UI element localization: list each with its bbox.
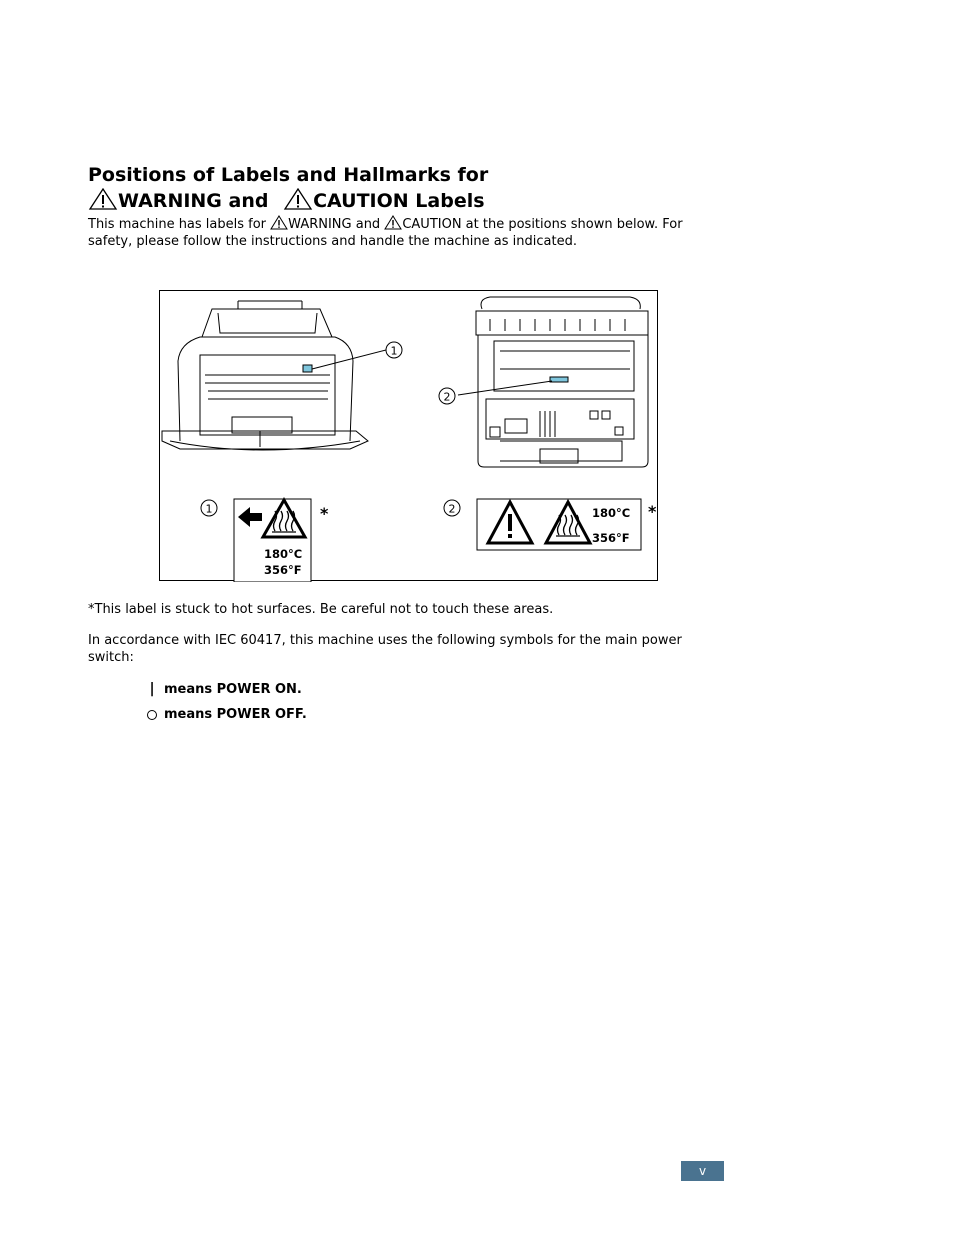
label-2-marker: 2 bbox=[448, 502, 456, 516]
power-off-row bbox=[142, 706, 307, 723]
label-2-asterisk: * bbox=[648, 502, 657, 521]
intro-text-2: WARNING and bbox=[288, 217, 385, 232]
power-off-text: means POWER OFF. bbox=[164, 707, 307, 722]
title-line-2 bbox=[88, 188, 488, 214]
label-1-asterisk: * bbox=[320, 504, 329, 523]
intro-paragraph bbox=[88, 215, 728, 250]
warning-triangle-icon bbox=[88, 188, 118, 210]
label-1-temp-f: 356°F bbox=[264, 563, 302, 577]
iec-paragraph: In accordance with IEC 60417, this machine uses the following symbols for the main power switch: bbox=[88, 633, 682, 665]
power-off-icon bbox=[142, 709, 162, 721]
label-positions-figure bbox=[159, 290, 658, 581]
warning-inline-icon bbox=[270, 215, 288, 230]
callout-1-number: 1 bbox=[390, 344, 398, 358]
caution-heading: CAUTION Labels bbox=[313, 190, 485, 212]
caution-inline-icon bbox=[384, 215, 402, 230]
intro-text-3: CAUTION at the positions shown below. For safety, please follow the instructions and handle the machine as indicated. bbox=[88, 217, 683, 249]
printer-front-view bbox=[162, 301, 368, 450]
page-title bbox=[88, 163, 488, 214]
caution-triangle-icon bbox=[283, 188, 313, 210]
label-1-temp-c: 180°C bbox=[264, 547, 303, 561]
figure-drawing bbox=[160, 291, 659, 582]
page-number: v bbox=[681, 1161, 724, 1181]
power-on-text: means POWER ON. bbox=[164, 682, 302, 697]
callout-2-number: 2 bbox=[443, 390, 451, 404]
printer-rear-view bbox=[476, 297, 648, 467]
title-line-1: Positions of Labels and Hallmarks for bbox=[88, 164, 489, 186]
hot-surface-note: *This label is stuck to hot surfaces. Be careful not to touch these areas. bbox=[88, 602, 554, 617]
label-2-temp-c: 180°C bbox=[592, 506, 631, 520]
power-on-icon: | bbox=[149, 681, 155, 697]
intro-text-1: This machine has labels for bbox=[88, 217, 271, 232]
power-on-row bbox=[142, 681, 302, 698]
label-2-temp-f: 356°F bbox=[592, 531, 630, 545]
warning-heading: WARNING and bbox=[118, 190, 269, 212]
label-1-marker: 1 bbox=[205, 502, 213, 516]
